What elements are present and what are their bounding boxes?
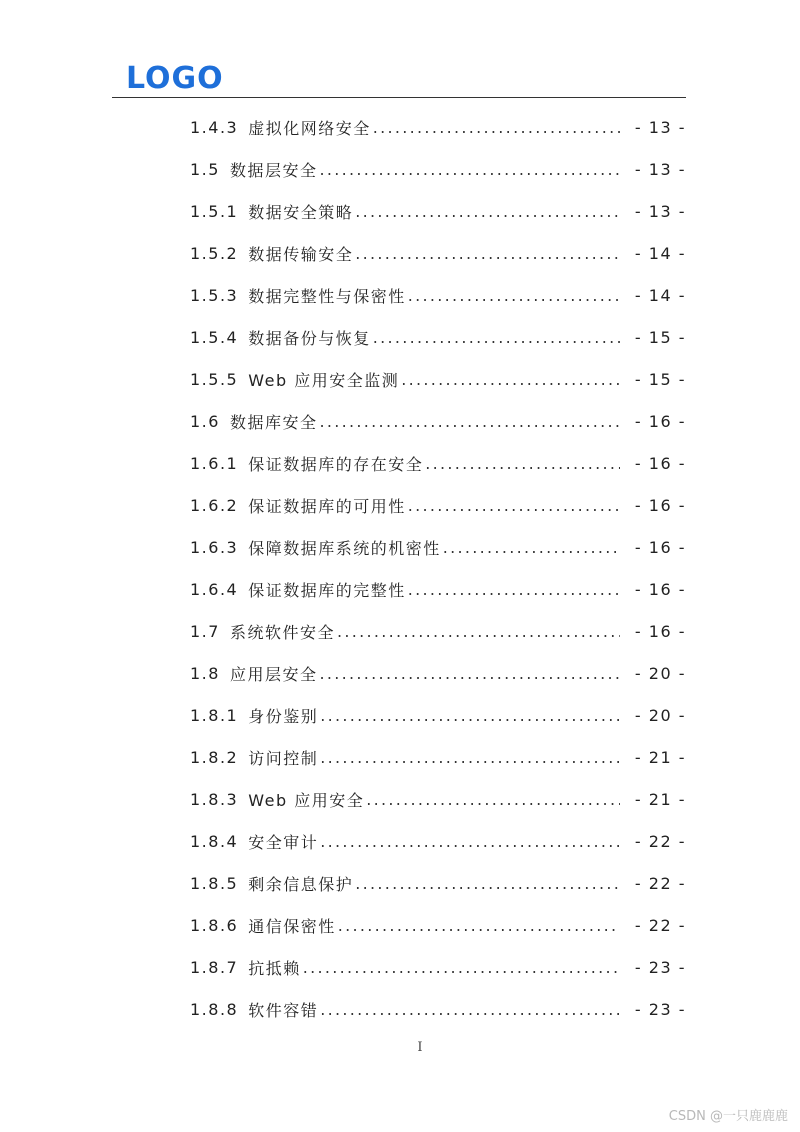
toc-entry-page: - 21 - [634,789,686,809]
dot-leader [401,370,620,389]
toc-entry-title: 身份鉴别 [248,706,319,726]
toc-entry-page: - 13 - [634,159,686,179]
toc-entry-page: - 13 - [634,201,686,221]
toc-entry-title: 数据备份与恢复 [248,328,371,348]
toc-entry-number: 1.5.5 [190,369,239,389]
toc-entry-title: 系统软件安全 [229,622,335,642]
table-of-contents [190,106,686,1030]
toc-entry-page: - 16 - [634,579,686,599]
toc-entry-title: 保障数据库系统的机密性 [248,538,441,558]
toc-entry-title: 保证数据库的完整性 [248,580,406,600]
toc-entry-title: 数据库安全 [229,412,318,432]
toc-entry[interactable] [190,568,686,610]
toc-entry[interactable] [190,988,686,1030]
dot-leader [355,874,620,893]
toc-entry-page: - 23 - [634,999,686,1019]
toc-entry-number: 1.8 [190,663,220,683]
toc-entry[interactable] [190,736,686,778]
toc-entry-number: 1.6.1 [190,453,239,473]
toc-entry-title: 保证数据库的可用性 [248,496,406,516]
toc-entry-number: 1.6.3 [190,537,239,557]
dot-leader [408,496,620,515]
toc-entry-title: 通信保密性 [248,916,336,936]
toc-entry-number: 1.6 [190,411,220,431]
toc-entry-title: 剩余信息保护 [248,874,354,894]
toc-entry-number: 1.8.4 [190,831,239,851]
dot-leader [320,1000,620,1019]
toc-entry-page: - 14 - [634,243,686,263]
toc-entry[interactable] [190,526,686,568]
logo: LOGO [126,61,224,96]
toc-entry-title: 数据传输安全 [248,244,354,264]
toc-entry-title: 安全审计 [248,832,319,852]
toc-entry[interactable] [190,610,686,652]
toc-entry-page: - 16 - [634,453,686,473]
header-divider [112,97,686,98]
dot-leader [338,916,620,935]
toc-entry[interactable] [190,316,686,358]
toc-entry[interactable] [190,358,686,400]
toc-entry-number: 1.8.6 [190,915,239,935]
toc-entry-number: 1.8.7 [190,957,239,977]
toc-entry-number: 1.6.2 [190,495,239,515]
dot-leader [320,706,620,725]
page-number: I [417,1040,423,1055]
dot-leader [355,244,620,263]
dot-leader [425,454,620,473]
dot-leader [319,160,620,179]
toc-entry[interactable] [190,904,686,946]
toc-entry-number: 1.8.8 [190,999,239,1019]
watermark: CSDN @一只鹿鹿鹿 [668,1109,788,1124]
toc-entry-page: - 22 - [634,831,686,851]
toc-entry-title: Web 应用安全 [248,790,365,810]
toc-entry-page: - 23 - [634,957,686,977]
dot-leader [319,664,620,683]
toc-entry-page: - 16 - [634,537,686,557]
toc-entry-title: 虚拟化网络安全 [248,118,371,138]
toc-entry-page: - 15 - [634,369,686,389]
toc-entry-title: 保证数据库的存在安全 [248,454,424,474]
dot-leader [373,328,620,347]
toc-entry[interactable] [190,694,686,736]
toc-entry-title: 应用层安全 [229,664,318,684]
toc-entry-number: 1.8.5 [190,873,239,893]
dot-leader [319,412,620,431]
toc-entry-number: 1.7 [190,621,220,641]
toc-entry[interactable] [190,106,686,148]
toc-entry-number: 1.4.3 [190,117,239,137]
toc-entry-title: 抗抵赖 [248,958,301,978]
toc-entry-page: - 22 - [634,873,686,893]
toc-entry-number: 1.5.3 [190,285,239,305]
toc-entry-number: 1.6.4 [190,579,239,599]
dot-leader [443,538,620,557]
toc-entry-number: 1.5.2 [190,243,239,263]
toc-entry[interactable] [190,400,686,442]
toc-entry-title: 数据层安全 [229,160,318,180]
dot-leader [320,748,620,767]
dot-leader [303,958,620,977]
dot-leader [408,286,620,305]
toc-entry-title: 数据完整性与保密性 [248,286,406,306]
toc-entry[interactable] [190,946,686,988]
toc-entry[interactable] [190,862,686,904]
toc-entry-number: 1.5.1 [190,201,239,221]
toc-entry-number: 1.8.3 [190,789,239,809]
dot-leader [355,202,620,221]
toc-entry[interactable] [190,820,686,862]
toc-entry[interactable] [190,484,686,526]
toc-entry-page: - 20 - [634,705,686,725]
dot-leader [373,118,620,137]
toc-entry[interactable] [190,652,686,694]
toc-entry[interactable] [190,274,686,316]
toc-entry[interactable] [190,148,686,190]
toc-entry-page: - 13 - [634,117,686,137]
toc-entry-page: - 16 - [634,411,686,431]
toc-entry-title: 软件容错 [248,1000,319,1020]
toc-entry-title: Web 应用安全监测 [248,370,400,390]
dot-leader [320,832,620,851]
toc-entry-page: - 21 - [634,747,686,767]
toc-entry-title: 访问控制 [248,748,319,768]
toc-entry-number: 1.5.4 [190,327,239,347]
toc-entry[interactable] [190,778,686,820]
toc-entry-page: - 15 - [634,327,686,347]
toc-entry[interactable] [190,190,686,232]
toc-entry-page: - 20 - [634,663,686,683]
dot-leader [366,790,620,809]
toc-entry-page: - 14 - [634,285,686,305]
toc-entry-number: 1.8.1 [190,705,239,725]
toc-entry[interactable] [190,442,686,484]
dot-leader [337,622,620,641]
toc-entry-page: - 16 - [634,621,686,641]
toc-entry-page: - 22 - [634,915,686,935]
toc-entry-title: 数据安全策略 [248,202,354,222]
toc-entry[interactable] [190,232,686,274]
toc-entry-number: 1.5 [190,159,220,179]
dot-leader [408,580,620,599]
toc-entry-page: - 16 - [634,495,686,515]
toc-entry-number: 1.8.2 [190,747,239,767]
